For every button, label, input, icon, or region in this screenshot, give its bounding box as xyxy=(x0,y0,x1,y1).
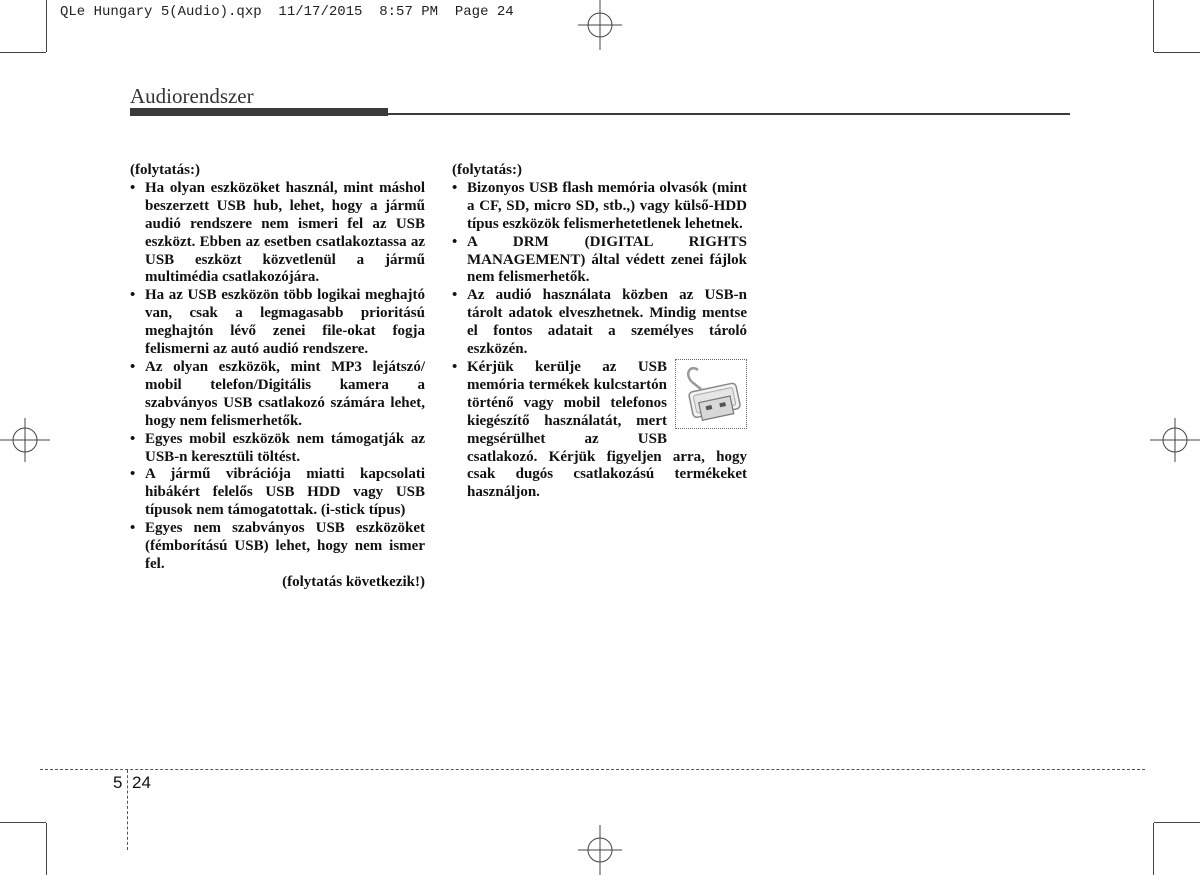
left-bullet-list xyxy=(130,180,425,574)
continues-label: (folytatás következik!) xyxy=(282,573,425,590)
list-item: • Egyes nem szabványos USB eszközöket (fémborítású USB) lehet, hogy nem ismer fel. xyxy=(130,520,425,574)
list-item: • Bizonyos USB flash memória olvasók (mint a CF, SD, micro SD, stb.,) vagy külső-HDD típus eszközök felismerhetetlenek lehetnek. xyxy=(452,180,747,234)
registration-mark-top xyxy=(570,0,630,50)
footer-dashed-divider xyxy=(127,770,128,850)
usb-stick-figure xyxy=(675,359,747,429)
registration-mark-left xyxy=(0,410,50,470)
continued-label: (folytatás:) xyxy=(130,162,200,178)
list-item: • A DRM (DIGITAL RIGHTS MANAGEMENT) által védett zenei fájlok nem felismerhetők. xyxy=(452,234,747,288)
list-item: • A jármű vibrációja miatti kapcsolati hibákért felelős USB HDD vagy USB típusok nem támogatottak. (i-stick típus) xyxy=(130,466,425,520)
list-item-with-figure xyxy=(452,359,747,502)
section-title: Audiorendszer xyxy=(130,84,254,108)
print-slug: QLe Hungary 5(Audio).qxp 11/17/2015 8:57 PM Page 24 xyxy=(60,4,514,20)
header-rule-thick xyxy=(130,108,388,116)
list-item-text: Kérjük kerülje az USB memória termékek kulcstartón történő vagy mobil telefonos kiegészítő használatát, mert megsérülhet az USB csatlakozó. Kérjük figyeljen arra, hogy csak dugós csatlakozású termékeket használjon. xyxy=(467,358,747,501)
section-number: 5 xyxy=(113,773,123,792)
right-bullet-list xyxy=(452,180,747,502)
page-number: 24 xyxy=(132,773,151,792)
list-item: • Ha olyan eszközöket használ, mint máshol beszerzett USB hub, lehet, hogy a jármű audió rendszere nem ismeri fel az USB eszközt. Ebben az esetben csatlakoztassa az USB eszközt közvetlenül a jármű multimédia csatlakozójára. xyxy=(130,180,425,287)
registration-mark-right xyxy=(1150,410,1200,470)
list-item: • Egyes mobil eszközök nem támogatják az USB-n keresztüli töltést. xyxy=(130,431,425,467)
footer-dashed-rule xyxy=(40,769,1145,770)
right-column xyxy=(452,162,747,502)
left-column xyxy=(130,162,425,592)
registration-mark-bottom xyxy=(570,825,630,875)
header-rule-thin xyxy=(388,113,1070,115)
usb-stick-icon xyxy=(676,360,746,428)
list-item: • Ha az USB eszközön több logikai meghajtó van, csak a legmagasabb prioritású meghajtón lévő zenei file-okat fogja felismerni az autó audió rendszere. xyxy=(130,287,425,359)
list-item: • Az olyan eszközök, mint MP3 lejátszó/ mobil telefon/Digitális kamera a szabványos USB csatlakozó számára lehet, hogy nem felismerhetők. xyxy=(130,359,425,431)
list-item: • Az audió használata közben az USB-n tárolt adatok elveszhetnek. Mindig mentse el fontos adatait a személyes tároló eszközén. xyxy=(452,287,747,359)
continued-label: (folytatás:) xyxy=(452,162,522,178)
